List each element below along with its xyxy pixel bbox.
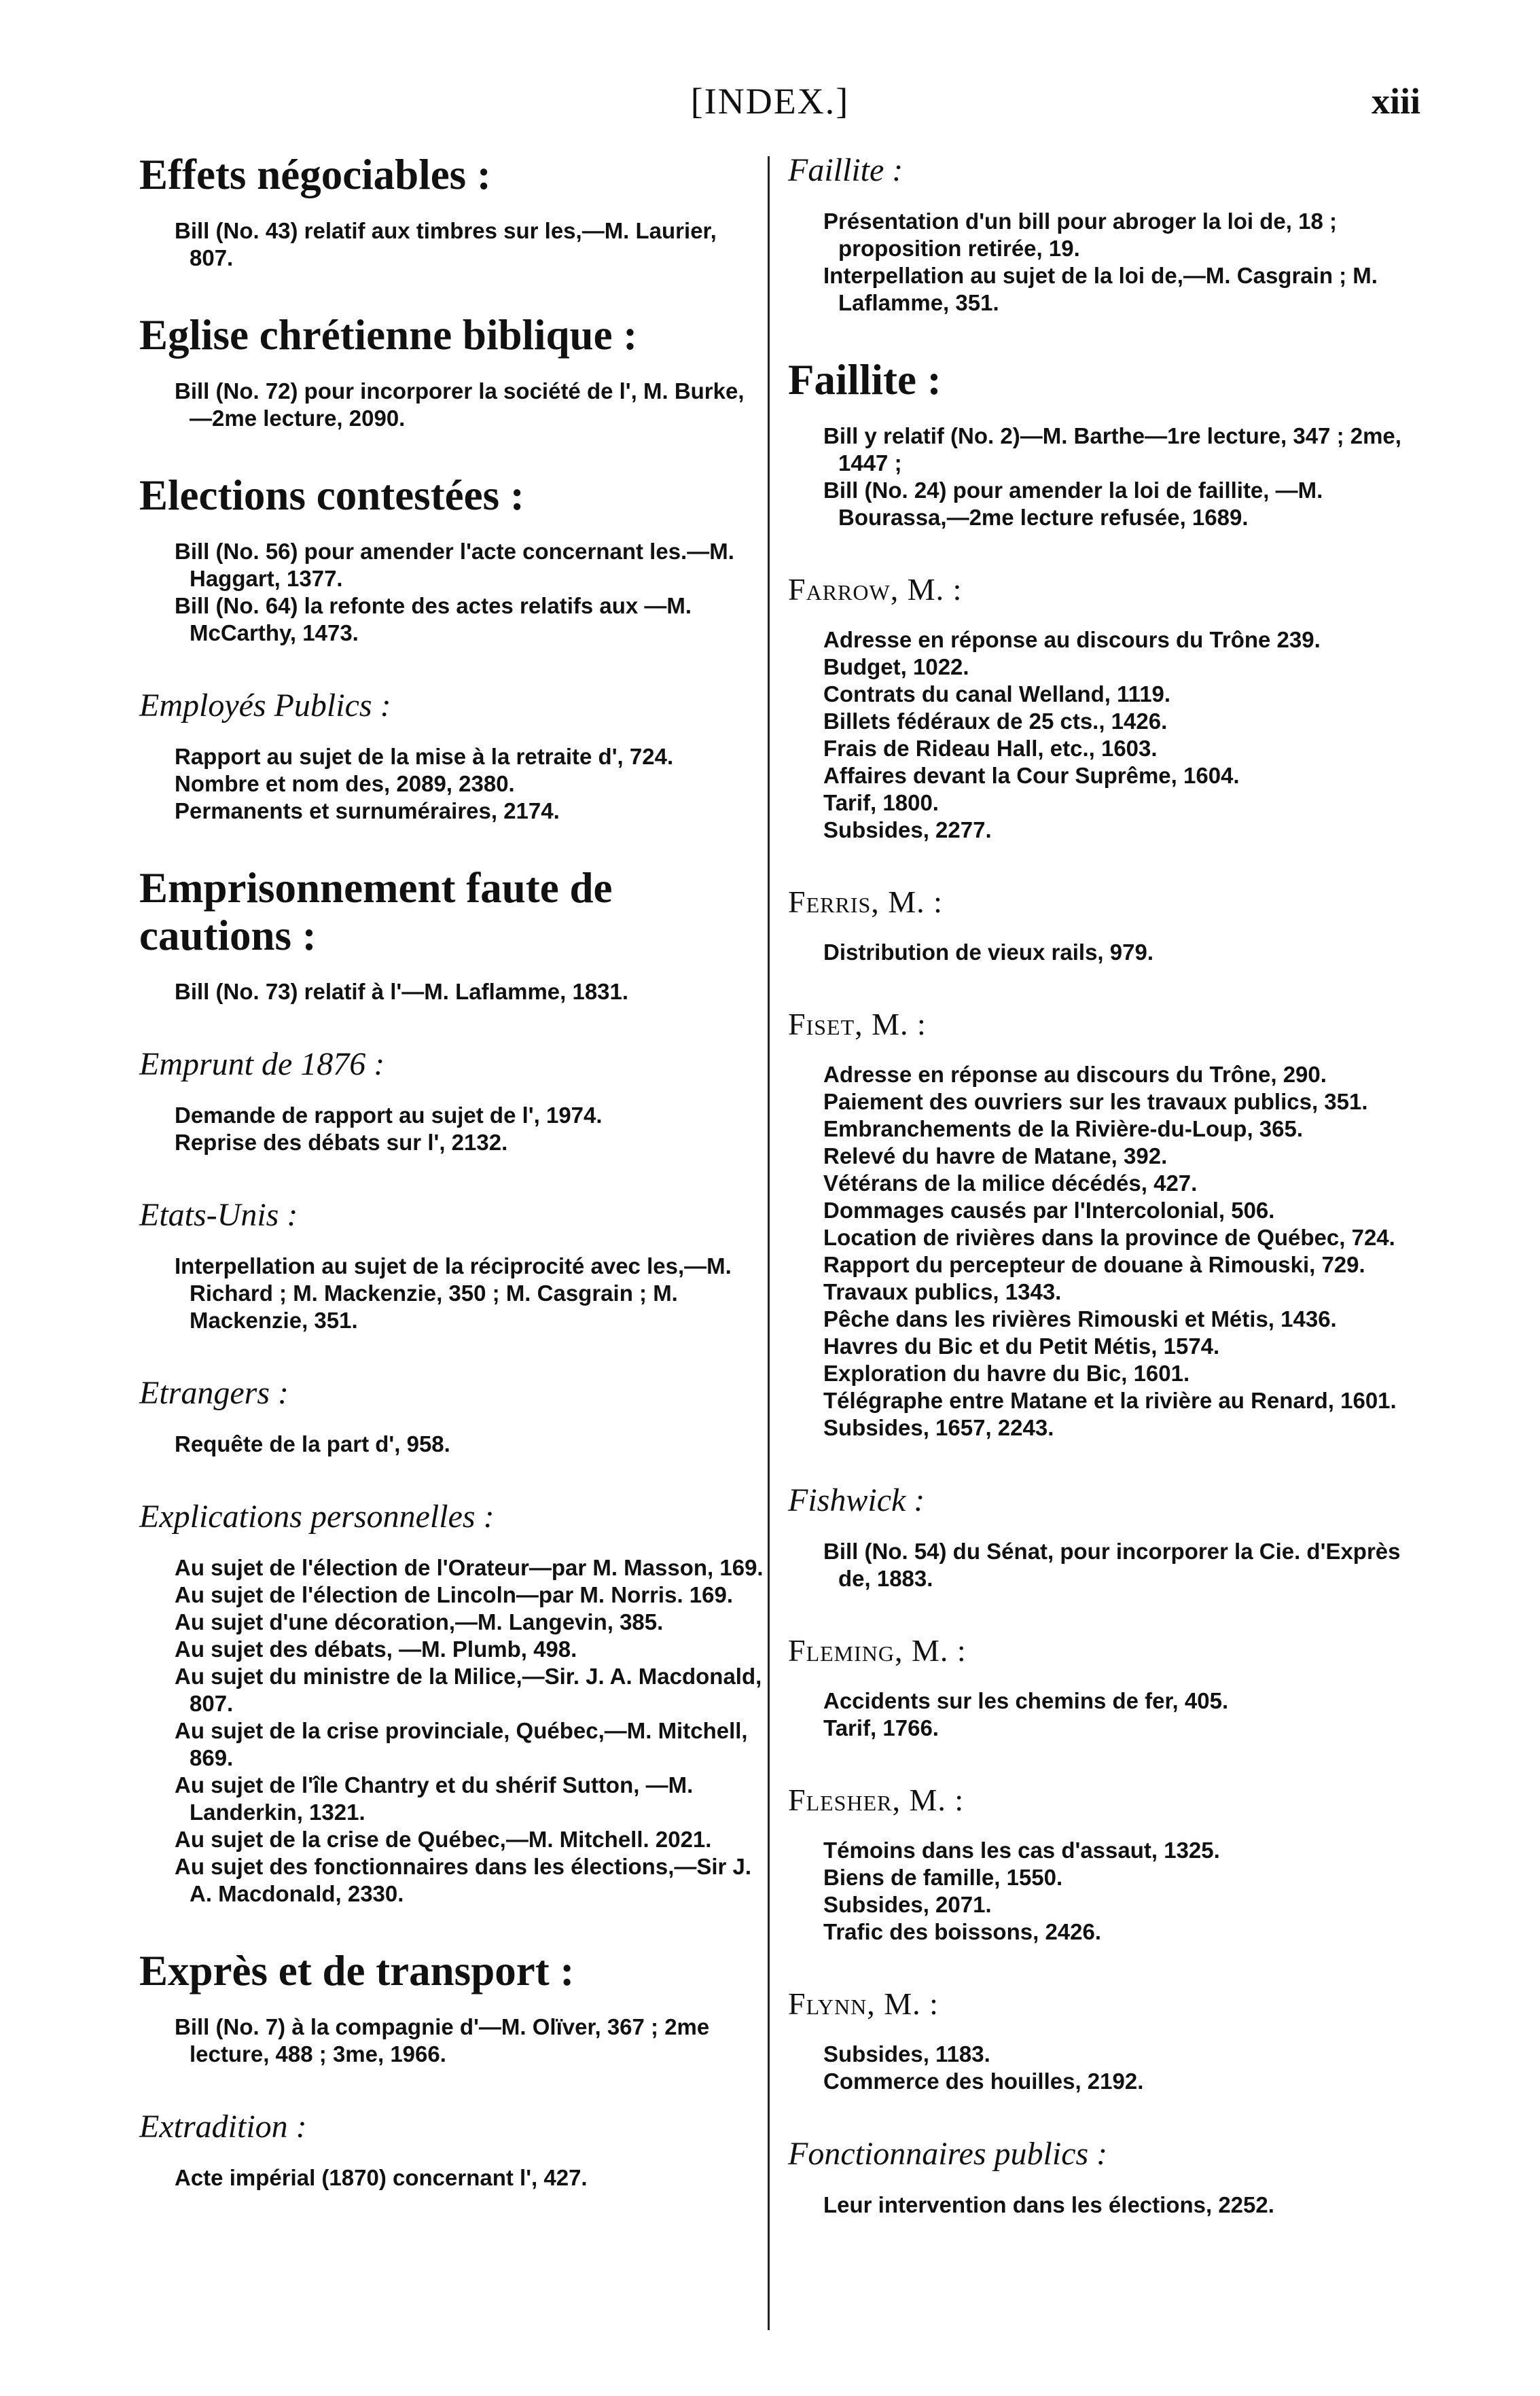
subentry-line: Bill (No. 7) à la compagnie d'—M. Olïver, 367 ; 2me lecture, 488 ; 3me, 1966. bbox=[175, 2014, 710, 2067]
subentry-line: Au sujet de la crise provinciale, Québec,—M. Mitchell, 869. bbox=[175, 1718, 748, 1770]
entry-heading: Farrow, M. : bbox=[788, 572, 963, 607]
index-entry bbox=[788, 1005, 1403, 1442]
subentry-line: Bill y relatif (No. 2)—M. Barthe—1re lecture, 347 ; 2me, 1447 ; bbox=[823, 423, 1401, 476]
subentry-line: Au sujet de l'élection de Lincoln—par M. Norris. 169. bbox=[175, 1582, 734, 1607]
entry-subentries bbox=[823, 1061, 1403, 1442]
subentry-line: Bill (No. 43) relatif aux timbres sur les,—M. Laurier, 807. bbox=[175, 218, 717, 270]
subentry-line: Au sujet de l'élection de l'Orateur—par M. Masson, 169. bbox=[175, 1555, 764, 1580]
entry-heading: Emprisonnement faute de cautions : bbox=[139, 864, 613, 959]
subentry-line: Bill (No. 56) pour amender l'acte concernant les.—M. Haggart, 1377. bbox=[175, 539, 734, 591]
entry-heading: Effets négociables : bbox=[139, 151, 491, 198]
subentry-line: Rapport au sujet de la mise à la retraite d', 724. bbox=[175, 744, 674, 769]
subentry-line: Location de rivières dans la province de Québec, 724. bbox=[823, 1225, 1395, 1250]
page-number: xiii bbox=[1371, 81, 1420, 122]
subentry-line: Relevé du havre de Matane, 392. bbox=[823, 1143, 1168, 1168]
entry-subentries bbox=[175, 743, 764, 825]
subentry-line: Permanents et surnuméraires, 2174. bbox=[175, 798, 560, 823]
index-entry bbox=[139, 686, 764, 825]
subentry-line: Embranchements de la Rivière-du-Loup, 365. bbox=[823, 1116, 1304, 1141]
entry-subentries bbox=[175, 538, 764, 647]
entry-subentries bbox=[175, 1431, 764, 1458]
entry-subentries bbox=[823, 626, 1403, 844]
subentry-line: Accidents sur les chemins de fer, 405. bbox=[823, 1688, 1229, 1713]
subentry-line: Bill (No. 64) la refonte des actes relatifs aux —M. McCarthy, 1473. bbox=[175, 593, 692, 645]
entry-heading: Elections contestées : bbox=[139, 471, 524, 519]
subentry-line: Interpellation au sujet de la loi de,—M. Casgrain ; M. Laflamme, 351. bbox=[823, 263, 1378, 315]
entry-subentries bbox=[175, 378, 764, 432]
subentry-line: Biens de famille, 1550. bbox=[823, 1865, 1063, 1890]
entry-heading: Faillite : bbox=[788, 152, 903, 188]
subentry-line: Présentation d'un bill pour abroger la loi de, 18 ; proposition retirée, 19. bbox=[823, 209, 1337, 261]
entry-subentries bbox=[175, 1554, 764, 1908]
index-entry bbox=[788, 883, 1403, 966]
subentry-line: Interpellation au sujet de la réciprocité avec les,—M. Richard ; M. Mackenzie, 350 ; M. Casgrain ; M. Mackenzie, 351. bbox=[175, 1253, 732, 1333]
subentry-line: Au sujet du ministre de la Milice,—Sir. J. A. Macdonald, 807. bbox=[175, 1664, 762, 1716]
subentry-line: Leur intervention dans les élections, 2252. bbox=[823, 2192, 1274, 2217]
subentry-line: Au sujet d'une décoration,—M. Langevin, 385. bbox=[175, 1609, 664, 1634]
entry-heading: Extradition : bbox=[139, 2109, 307, 2145]
subentry-line: Rapport du percepteur de douane à Rimouski, 729. bbox=[823, 1252, 1365, 1277]
entry-subentries bbox=[823, 2041, 1403, 2095]
entry-subentries bbox=[175, 1253, 764, 1334]
entry-subentries bbox=[823, 1687, 1403, 1742]
entry-heading: Etats-Unis : bbox=[139, 1197, 298, 1233]
index-entry bbox=[788, 1481, 1403, 1592]
subentry-line: Paiement des ouvriers sur les travaux publics, 351. bbox=[823, 1089, 1368, 1114]
entry-subentries bbox=[175, 1102, 764, 1156]
index-entry bbox=[139, 864, 764, 1005]
entry-subentries bbox=[823, 939, 1403, 966]
subentry-line: Subsides, 2277. bbox=[823, 817, 992, 842]
entry-heading: Exprès et de transport : bbox=[139, 1947, 575, 1995]
subentry-line: Frais de Rideau Hall, etc., 1603. bbox=[823, 736, 1158, 761]
entry-heading: Emprunt de 1876 : bbox=[139, 1046, 385, 1082]
subentry-line: Adresse en réponse au discours du Trône, 290. bbox=[823, 1062, 1327, 1087]
entry-subentries bbox=[175, 978, 764, 1005]
entry-heading: Fonctionnaires publics : bbox=[788, 2136, 1108, 2172]
running-title: [INDEX.] bbox=[690, 81, 850, 122]
subentry-line: Nombre et nom des, 2089, 2380. bbox=[175, 771, 515, 796]
entry-heading: Fiset, M. : bbox=[788, 1007, 927, 1041]
entry-subentries bbox=[823, 2192, 1403, 2219]
index-entry bbox=[139, 1497, 764, 1908]
left-column bbox=[139, 151, 764, 2231]
subentry-line: Au sujet des débats, —M. Plumb, 498. bbox=[175, 1637, 577, 1662]
page-header bbox=[0, 80, 1540, 141]
subentry-line: Demande de rapport au sujet de l', 1974. bbox=[175, 1103, 603, 1128]
subentry-line: Bill (No. 72) pour incorporer la société de l', M. Burke,—2me lecture, 2090. bbox=[175, 378, 745, 431]
index-entry bbox=[788, 1985, 1403, 2095]
subentry-line: Au sujet de la crise de Québec,—M. Mitchell. 2021. bbox=[175, 1827, 712, 1852]
subentry-line: Billets fédéraux de 25 cts., 1426. bbox=[823, 709, 1168, 734]
subentry-line: Subsides, 1183. bbox=[823, 2041, 990, 2067]
subentry-line: Commerce des houilles, 2192. bbox=[823, 2069, 1144, 2094]
subentry-line: Travaux publics, 1343. bbox=[823, 1279, 1062, 1304]
subentry-line: Bill (No. 24) pour amender la loi de faillite, —M. Bourassa,—2me lecture refusée, 1689. bbox=[823, 478, 1323, 530]
index-entry bbox=[139, 2107, 764, 2192]
column-divider bbox=[768, 156, 770, 2330]
entry-heading: Flesher, M. : bbox=[788, 1783, 965, 1817]
index-entry bbox=[788, 1781, 1403, 1946]
subentry-line: Havres du Bic et du Petit Métis, 1574. bbox=[823, 1334, 1220, 1359]
subentry-line: Vétérans de la milice décédés, 427. bbox=[823, 1170, 1198, 1196]
entry-subentries bbox=[175, 2164, 764, 2192]
subentry-line: Subsides, 2071. bbox=[823, 1892, 992, 1917]
subentry-line: Témoins dans les cas d'assaut, 1325. bbox=[823, 1838, 1220, 1863]
entry-subentries bbox=[823, 1837, 1403, 1946]
index-entry bbox=[788, 151, 1403, 317]
subentry-line: Reprise des débats sur l', 2132. bbox=[175, 1130, 508, 1155]
index-entry bbox=[788, 571, 1403, 844]
subentry-line: Contrats du canal Welland, 1119. bbox=[823, 681, 1171, 707]
subentry-line: Requête de la part d', 958. bbox=[175, 1431, 450, 1456]
index-entry bbox=[139, 1045, 764, 1156]
right-column bbox=[788, 151, 1403, 2258]
subentry-line: Acte impérial (1870) concernant l', 427. bbox=[175, 2165, 588, 2190]
index-entry bbox=[788, 2134, 1403, 2219]
subentry-line: Affaires devant la Cour Suprême, 1604. bbox=[823, 763, 1240, 788]
entry-subentries bbox=[175, 217, 764, 272]
index-entry bbox=[139, 311, 764, 432]
entry-heading: Explications personnelles : bbox=[139, 1499, 495, 1535]
subentry-line: Bill (No. 73) relatif à l'—M. Laflamme, 1831. bbox=[175, 979, 629, 1004]
entry-heading: Employés Publics : bbox=[139, 687, 391, 723]
subentry-line: Au sujet de l'île Chantry et du shérif Sutton, —M. Landerkin, 1321. bbox=[175, 1772, 694, 1825]
subentry-line: Exploration du havre du Bic, 1601. bbox=[823, 1361, 1190, 1386]
index-entry bbox=[139, 1374, 764, 1458]
subentry-line: Subsides, 1657, 2243. bbox=[823, 1415, 1054, 1440]
index-entry bbox=[788, 356, 1403, 531]
entry-heading: Flynn, M. : bbox=[788, 1986, 939, 2021]
entry-heading: Eglise chrétienne biblique : bbox=[139, 311, 638, 359]
entry-subentries bbox=[823, 208, 1403, 317]
subentry-line: Tarif, 1766. bbox=[823, 1715, 939, 1740]
entry-heading: Fleming, M. : bbox=[788, 1633, 967, 1668]
subentry-line: Au sujet des fonctionnaires dans les élections,—Sir J. A. Macdonald, 2330. bbox=[175, 1854, 752, 1906]
index-entry bbox=[139, 1947, 764, 2068]
subentry-line: Adresse en réponse au discours du Trône 239. bbox=[823, 627, 1321, 652]
index-entry bbox=[139, 1196, 764, 1334]
entry-subentries bbox=[823, 1538, 1403, 1592]
subentry-line: Trafic des boissons, 2426. bbox=[823, 1919, 1102, 1944]
index-entry bbox=[139, 151, 764, 272]
subentry-line: Distribution de vieux rails, 979. bbox=[823, 940, 1153, 965]
entry-heading: Fishwick : bbox=[788, 1482, 925, 1518]
entry-heading: Ferris, M. : bbox=[788, 884, 943, 919]
subentry-line: Pêche dans les rivières Rimouski et Métis, 1436. bbox=[823, 1306, 1337, 1331]
entry-heading: Faillite : bbox=[788, 356, 942, 404]
index-entry bbox=[139, 471, 764, 647]
index-entry bbox=[788, 1632, 1403, 1742]
subentry-line: Budget, 1022. bbox=[823, 654, 969, 679]
subentry-line: Télégraphe entre Matane et la rivière au Renard, 1601. bbox=[823, 1388, 1397, 1413]
subentry-line: Bill (No. 54) du Sénat, pour incorporer la Cie. d'Exprès de, 1883. bbox=[823, 1539, 1401, 1591]
entry-subentries bbox=[175, 2014, 764, 2068]
entry-subentries bbox=[823, 423, 1403, 531]
entry-heading: Etrangers : bbox=[139, 1375, 289, 1411]
subentry-line: Tarif, 1800. bbox=[823, 790, 939, 815]
subentry-line: Dommages causés par l'Intercolonial, 506. bbox=[823, 1198, 1275, 1223]
